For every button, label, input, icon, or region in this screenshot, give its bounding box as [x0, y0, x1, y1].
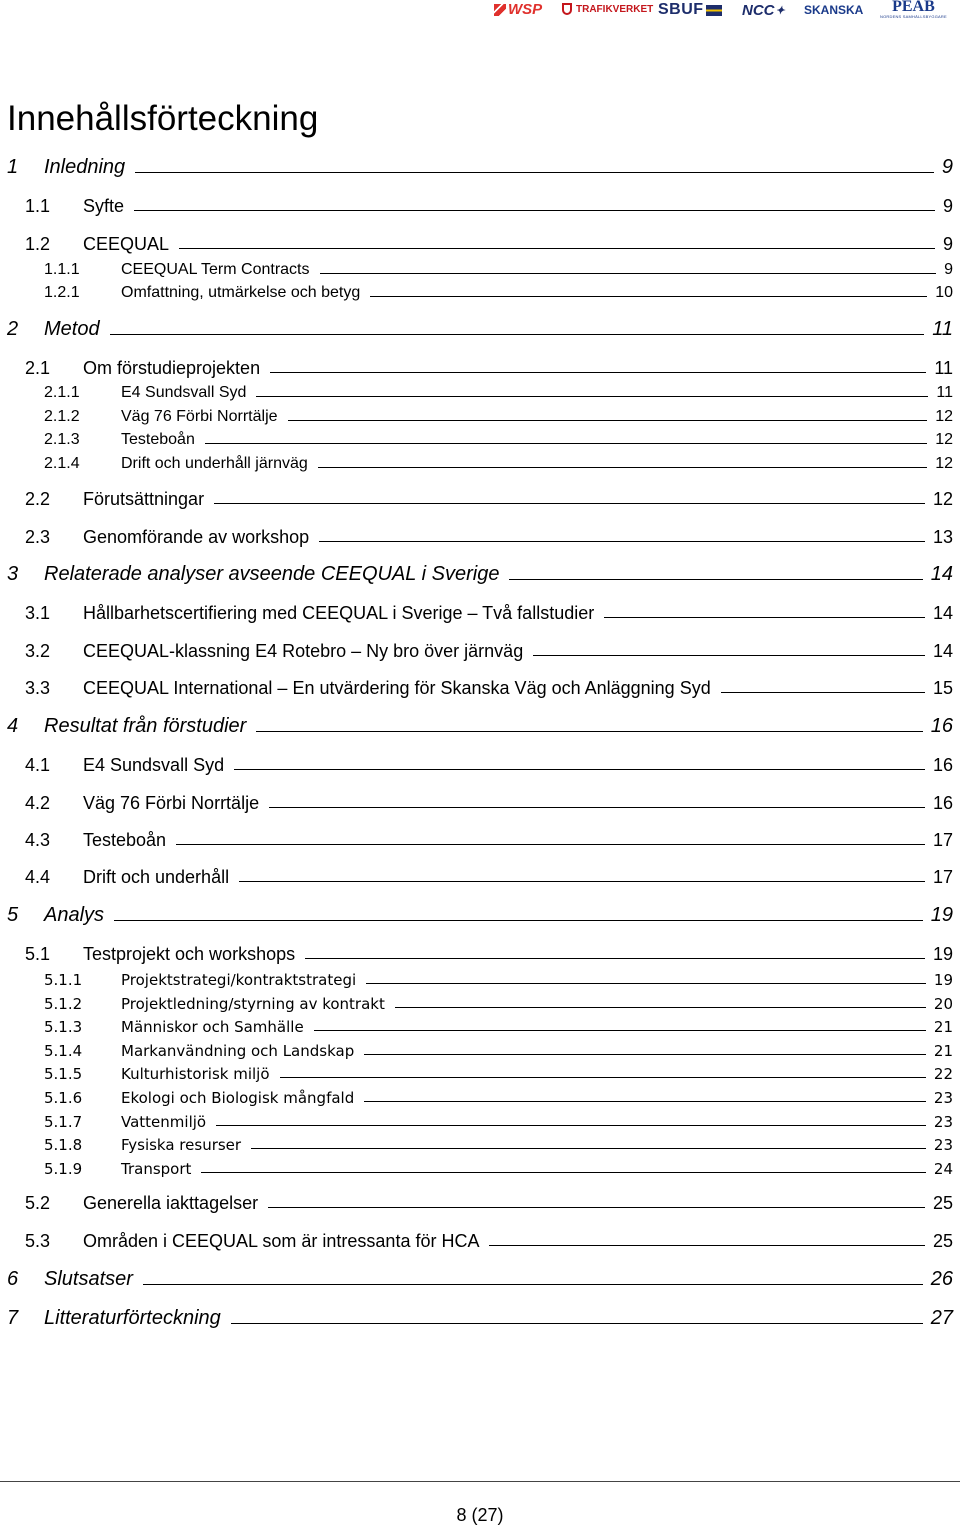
sbuf-logo: SBUF — [658, 1, 722, 19]
ncc-logo: NCC ✦ — [742, 2, 785, 19]
skanska-logo: SKANSKA — [804, 3, 864, 17]
peab-logo: PEAB NORDENS SAMHÄLLSBYGGARE — [880, 0, 947, 19]
page-number: 8 (27) — [456, 1505, 504, 1525]
wsp-logo: WSP — [494, 1, 542, 18]
toc-title: Innehållsförteckning — [7, 99, 319, 138]
trafikverket-logo: TRAFIKVERKET — [562, 3, 653, 15]
footer-divider — [0, 1481, 960, 1482]
partner-logos — [490, 0, 960, 24]
